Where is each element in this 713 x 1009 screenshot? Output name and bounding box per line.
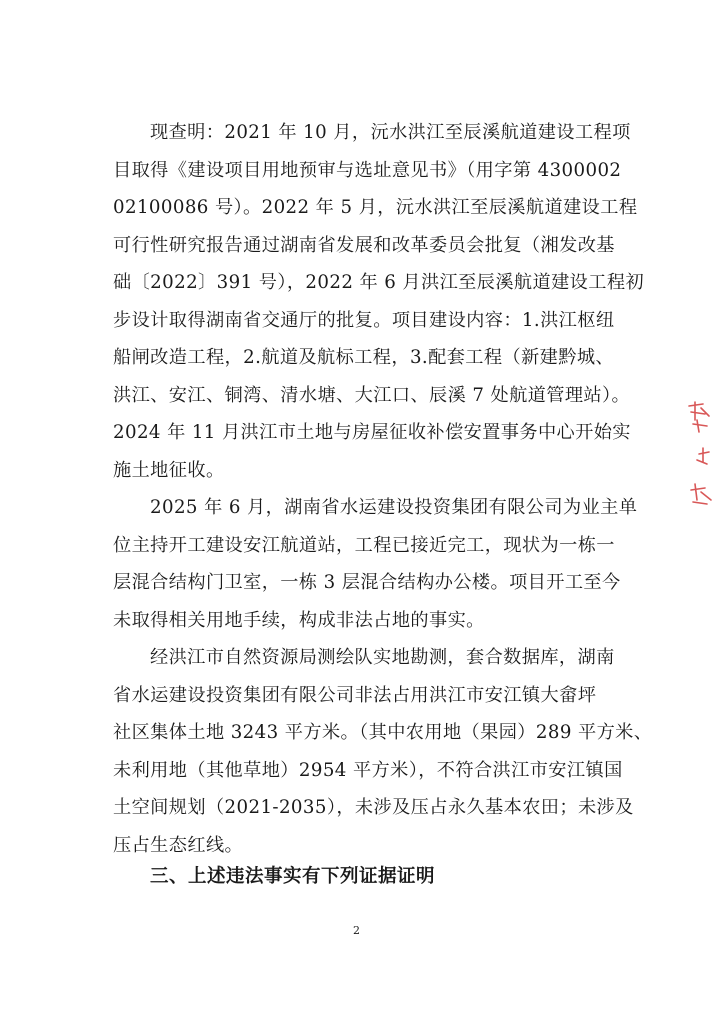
paragraph-3-line-2: 省水运建设投资集团有限公司非法占用洪江市安江镇大畲坪	[113, 685, 597, 706]
paragraph-2-line-4: 未取得相关用地手续，构成非法占地的事实。	[113, 610, 485, 631]
page-number: 2	[353, 924, 360, 937]
paragraph-2-line-1: 2025 年 6 月，湖南省水运建设投资集团有限公司为业主单	[150, 497, 638, 518]
paragraph-3-line-3: 社区集体土地 3243 平方米。（其中农用地（果园）289 平方米、	[113, 722, 653, 743]
paragraph-2-line-3: 层混合结构门卫室，一栋 3 层混合结构办公楼。项目开工至今	[113, 572, 621, 593]
paragraph-1-line-2: 目取得《建设项目用地预审与选址意见书》（用字第 4300002	[113, 160, 622, 181]
paragraph-1-line-7: 船闸改造工程，2.航道及航标工程，3.配套工程（新建黔城、	[113, 347, 614, 368]
section-heading: 三、上述违法事实有下列证据证明	[150, 866, 436, 887]
paragraph-1-line-1: 现查明：2021 年 10 月，沅水洪江至辰溪航道建设工程项	[150, 122, 631, 143]
paragraph-1-line-10: 施土地征收。	[113, 460, 225, 481]
seal-stamp-icon	[685, 392, 713, 522]
paragraph-1-line-4: 可行性研究报告通过湖南省发展和改革委员会批复（湘发改基	[113, 235, 615, 256]
paragraph-1-line-3: 02100086 号）。2022 年 5 月，沅水洪江至辰溪航道建设工程	[113, 197, 638, 218]
paragraph-3-line-6: 压占生态红线。	[113, 835, 244, 856]
paragraph-1-line-9: 2024 年 11 月洪江市土地与房屋征收补偿安置事务中心开始实	[113, 422, 631, 443]
paragraph-3-line-1: 经洪江市自然资源局测绘队实地勘测，套合数据库，湖南	[150, 647, 615, 668]
paragraph-1-line-5: 础〔2022〕391 号），2022 年 6 月洪江至辰溪航道建设工程初	[113, 272, 645, 293]
paragraph-3-line-5: 土空间规划（2021-2035），未涉及压占永久基本农田；未涉及	[113, 797, 634, 818]
paragraph-2-line-2: 位主持开工建设安江航道站，工程已接近完工，现状为一栋一	[113, 535, 615, 556]
paragraph-1-line-8: 洪江、安江、铜湾、清水塘、大江口、辰溪 7 处航道管理站）。	[113, 385, 631, 406]
paragraph-1-line-6: 步设计取得湖南省交通厅的批复。项目建设内容：1.洪江枢纽	[113, 310, 615, 331]
paragraph-3-line-4: 未利用地（其他草地）2954 平方米），不符合洪江市安江镇国	[113, 760, 623, 781]
